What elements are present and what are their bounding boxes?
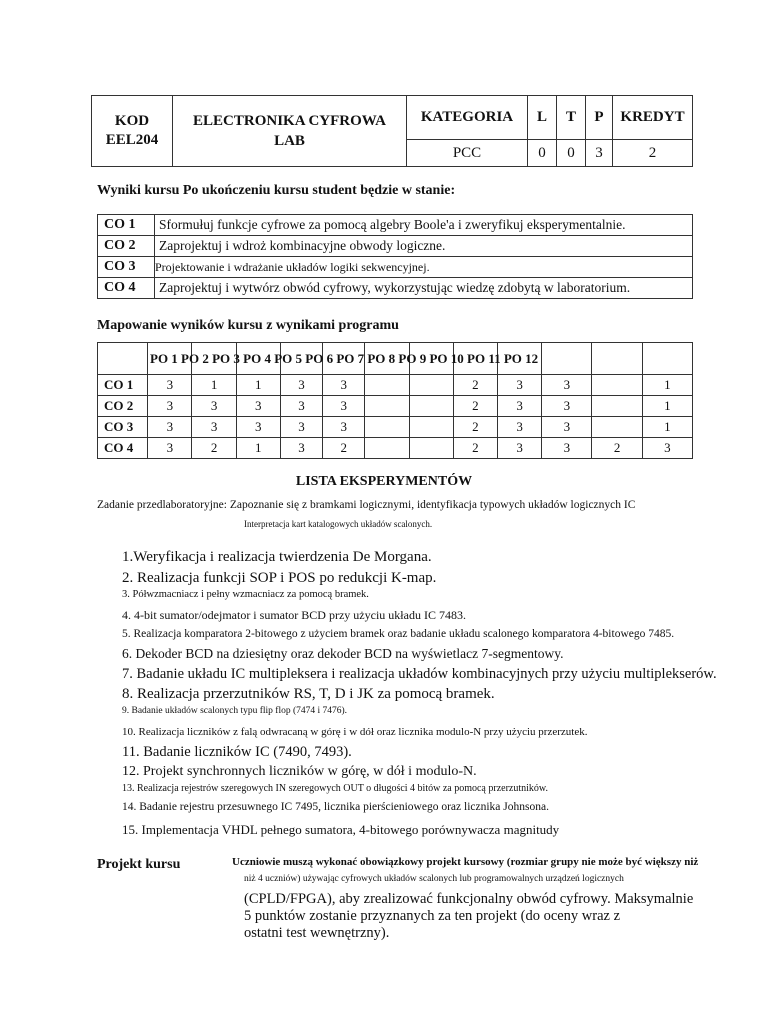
mapping-cell: 3 bbox=[323, 417, 365, 438]
experiment-item: 5. Realizacja komparatora 2-bitowego z użyciem bramek oraz badanie układu scalonego komparatora 4-bitowego 7485. bbox=[122, 628, 675, 640]
mapping-cell bbox=[592, 375, 642, 396]
mapping-cell: 3 bbox=[542, 375, 592, 396]
mapping-cell: 2 bbox=[453, 438, 497, 459]
outcome-code: CO 1 bbox=[98, 215, 155, 236]
kod-value: EEL204 bbox=[105, 132, 159, 148]
experiment-item: 2. Realizacja funkcji SOP i POS po redukcji K-map. bbox=[122, 570, 437, 586]
table-row bbox=[98, 278, 693, 299]
mapping-cell: 3 bbox=[280, 375, 322, 396]
mapping-cell bbox=[592, 417, 642, 438]
mapping-row-code: CO 3 bbox=[98, 417, 148, 438]
experiment-item: 15. Implementacja VHDL pełnego sumatora, 4-bitowego porównywacza magnitudy bbox=[122, 822, 560, 837]
experiments-heading: LISTA EKSPERYMENTÓW bbox=[295, 474, 473, 489]
mapping-cell: 1 bbox=[642, 396, 692, 417]
col-kategoria: KATEGORIA bbox=[407, 96, 528, 140]
mapping-cell: 2 bbox=[192, 438, 236, 459]
mapping-cell bbox=[365, 375, 409, 396]
mapping-cell: 2 bbox=[453, 417, 497, 438]
experiment-item: 12. Projekt synchronnych liczników w górę, w dół i modulo-N. bbox=[122, 764, 477, 779]
mapping-cell: 3 bbox=[497, 438, 541, 459]
mapping-cell: 3 bbox=[497, 417, 541, 438]
experiment-item: 6. Dekoder BCD na dziesiętny oraz dekoder BCD na wyświetlacz 7-segmentowy. bbox=[122, 646, 564, 661]
outcome-code: CO 3 bbox=[98, 257, 155, 278]
mapping-cell: 3 bbox=[148, 438, 192, 459]
val-kategoria: PCC bbox=[407, 140, 528, 167]
project-line-5: ostatni test wewnętrzny). bbox=[244, 925, 390, 941]
mapping-row-code: CO 4 bbox=[98, 438, 148, 459]
experiment-item: 8. Realizacja przerzutników RS, T, D i JK za pomocą bramek. bbox=[122, 686, 495, 702]
table-row bbox=[98, 438, 693, 459]
experiment-item: 7. Badanie układu IC multipleksera i realizacja układów kombinacyjnych przy użyciu multiplekserów. bbox=[122, 666, 717, 682]
col-p: P bbox=[586, 96, 613, 140]
prelab-line-1: Zadanie przedlaboratoryjne: Zapoznanie się z bramkami logicznymi, identyfikacja typowych układów logicznych IC bbox=[97, 499, 636, 511]
experiment-item: 9. Badanie układów scalonych typu flip flop (7474 i 7476). bbox=[122, 706, 348, 716]
table-row bbox=[98, 396, 693, 417]
table-row bbox=[98, 236, 693, 257]
course-title-cell bbox=[173, 96, 407, 167]
mapping-cell: 3 bbox=[148, 375, 192, 396]
mapping-cell: 2 bbox=[453, 375, 497, 396]
table-row bbox=[98, 417, 693, 438]
val-p: 3 bbox=[586, 140, 613, 167]
kod-label: KOD bbox=[114, 113, 150, 129]
mapping-cell: 3 bbox=[280, 396, 322, 417]
mapping-cell: 1 bbox=[236, 375, 280, 396]
mapping-cell bbox=[409, 375, 453, 396]
experiment-item: 13. Realizacja rejestrów szeregowych IN szeregowych OUT o długości 4 bitów za pomocą przerzutników. bbox=[122, 783, 548, 794]
course-title: ELECTRONIKA CYFROWA bbox=[193, 113, 386, 129]
experiment-item: 11. Badanie liczników IC (7490, 7493). bbox=[122, 744, 352, 760]
mapping-cell: 3 bbox=[542, 438, 592, 459]
mapping-heading: Mapowanie wyników kursu z wynikami programu bbox=[97, 318, 399, 333]
outcome-text: Projektowanie i wdrażanie układów logiki sekwencyjnej. bbox=[155, 257, 693, 278]
mapping-cell: 3 bbox=[642, 438, 692, 459]
outcome-text: Zaprojektuj i wdroż kombinacyjne obwody logiczne. bbox=[155, 236, 693, 257]
outcome-code: CO 4 bbox=[98, 278, 155, 299]
project-label: Projekt kursu bbox=[97, 857, 181, 872]
outcome-code: CO 2 bbox=[98, 236, 155, 257]
mapping-cell: 1 bbox=[642, 417, 692, 438]
mapping-cell: 2 bbox=[323, 438, 365, 459]
mapping-cell bbox=[365, 396, 409, 417]
mapping-cell bbox=[409, 438, 453, 459]
mapping-cell: 1 bbox=[236, 438, 280, 459]
mapping-po-header: PO 1 PO 2 PO 3 PO 4 PO 5 PO 6 PO 7 PO 8 PO 9 PO 10 PO 11 PO 12 bbox=[150, 351, 539, 366]
mapping-cell: 3 bbox=[192, 417, 236, 438]
mapping-cell: 3 bbox=[236, 396, 280, 417]
project-line-3: (CPLD/FPGA), aby zrealizować funkcjonalny obwód cyfrowy. Maksymalnie bbox=[244, 891, 694, 907]
col-l: L bbox=[528, 96, 557, 140]
mapping-cell bbox=[409, 417, 453, 438]
val-l: 0 bbox=[528, 140, 557, 167]
table-row bbox=[98, 215, 693, 236]
mapping-cell bbox=[409, 396, 453, 417]
mapping-cell: 2 bbox=[453, 396, 497, 417]
mapping-cell: 1 bbox=[642, 375, 692, 396]
project-line-2: niż 4 uczniów) używając cyfrowych układów scalonych lub programowalnych urządzeń logicznych bbox=[244, 874, 624, 884]
experiment-item: 1.Weryfikacja i realizacja twierdzenia De Morgana. bbox=[122, 549, 432, 565]
mapping-cell: 3 bbox=[497, 396, 541, 417]
outcomes-heading: Wyniki kursu Po ukończeniu kursu student będzie w stanie: bbox=[97, 183, 456, 198]
outcome-text: Sformułuj funkcje cyfrowe za pomocą algebry Boole'a i zweryfikuj eksperymentalnie. bbox=[155, 215, 693, 236]
mapping-row-code: CO 1 bbox=[98, 375, 148, 396]
mapping-cell: 3 bbox=[236, 417, 280, 438]
course-code-cell bbox=[92, 96, 173, 167]
col-t: T bbox=[557, 96, 586, 140]
mapping-cell: 3 bbox=[280, 438, 322, 459]
table-row bbox=[98, 257, 693, 278]
project-line-1: Uczniowie muszą wykonać obowiązkowy projekt kursowy (rozmiar grupy nie może być większy niż bbox=[232, 856, 699, 868]
val-t: 0 bbox=[557, 140, 586, 167]
table-row bbox=[98, 375, 693, 396]
experiment-item: 10. Realizacja liczników z falą odwracaną w górę i w dół oraz licznika modulo-N przy użyciu przerzutek. bbox=[122, 726, 588, 738]
mapping-cell: 3 bbox=[542, 417, 592, 438]
mapping-cell: 3 bbox=[148, 417, 192, 438]
mapping-cell bbox=[592, 396, 642, 417]
project-line-4: 5 punktów zostanie przyznanych za ten projekt (do oceny wraz z bbox=[244, 908, 621, 924]
course-header-table bbox=[91, 95, 693, 167]
mapping-cell: 1 bbox=[192, 375, 236, 396]
prelab-line-2: Interpretacja kart katalogowych układów scalonych. bbox=[244, 519, 433, 529]
outcomes-table bbox=[97, 214, 693, 299]
mapping-cell bbox=[365, 438, 409, 459]
mapping-cell: 3 bbox=[323, 375, 365, 396]
experiment-item: 3. Półwzmacniacz i pełny wzmacniacz za pomocą bramek. bbox=[122, 589, 369, 600]
mapping-cell: 3 bbox=[280, 417, 322, 438]
mapping-cell: 3 bbox=[497, 375, 541, 396]
mapping-cell: 3 bbox=[323, 396, 365, 417]
mapping-cell bbox=[365, 417, 409, 438]
mapping-cell: 3 bbox=[542, 396, 592, 417]
mapping-cell: 2 bbox=[592, 438, 642, 459]
outcome-text: Zaprojektuj i wytwórz obwód cyfrowy, wykorzystując wiedzę zdobytą w laboratorium. bbox=[155, 278, 693, 299]
mapping-row-code: CO 2 bbox=[98, 396, 148, 417]
mapping-cell: 3 bbox=[148, 396, 192, 417]
col-kredyt: KREDYT bbox=[613, 96, 693, 140]
val-kredyt: 2 bbox=[613, 140, 693, 167]
experiment-item: 14. Badanie rejestru przesuwnego IC 7495, licznika pierścieniowego oraz licznika Johnsona. bbox=[122, 801, 549, 813]
course-title-line2: LAB bbox=[274, 133, 305, 149]
mapping-cell: 3 bbox=[192, 396, 236, 417]
experiment-item: 4. 4-bit sumator/odejmator i sumator BCD przy użyciu układu IC 7483. bbox=[122, 608, 466, 622]
